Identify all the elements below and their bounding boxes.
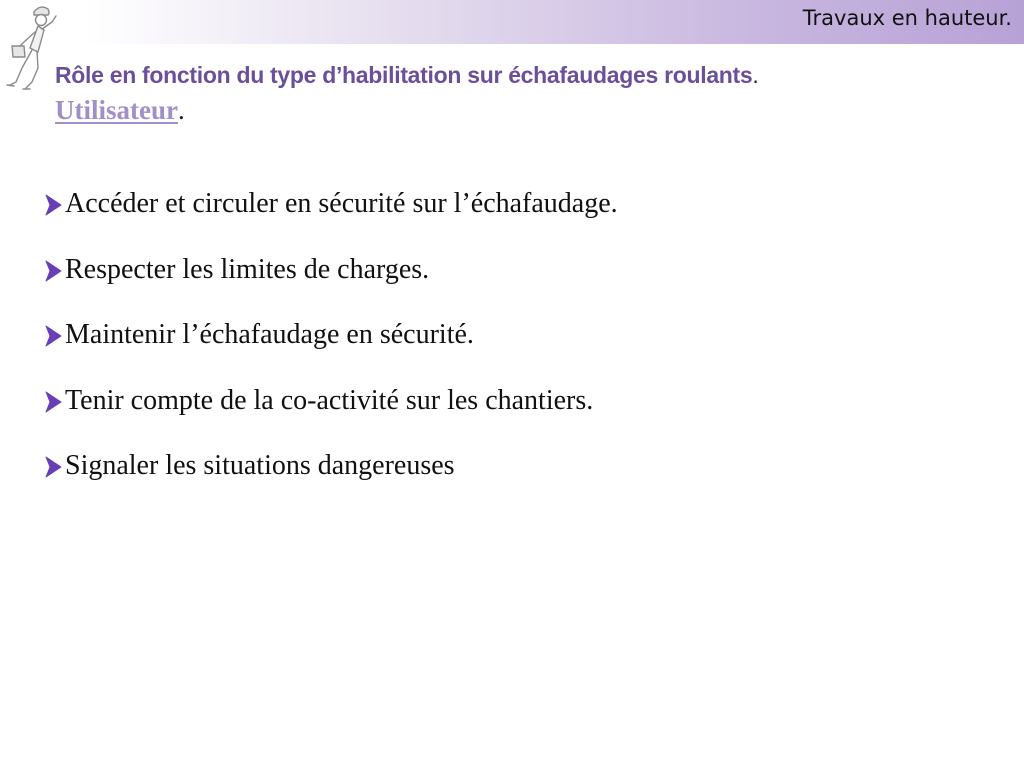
subtitle-period: . <box>177 95 185 125</box>
bullet-text: Accéder et circuler en sécurité sur l’échafaudage. <box>65 188 618 219</box>
bullet-text: Maintenir l’échafaudage en sécurité. <box>65 319 474 350</box>
bullet-item <box>42 446 618 512</box>
arrow-bullet-icon <box>42 446 64 486</box>
bullet-text: Respecter les limites de charges. <box>65 253 430 285</box>
bullet-item <box>42 250 618 316</box>
header-title: Travaux en hauteur. <box>802 6 1012 30</box>
bullet-item <box>42 381 618 447</box>
arrow-bullet-icon <box>42 250 64 290</box>
slide-title-period: . <box>752 62 759 88</box>
arrow-bullet-icon <box>42 184 64 224</box>
subtitle-row <box>55 95 185 126</box>
worker-figure-icon <box>4 2 60 94</box>
slide-title-text: Rôle en fonction du type d’habilitation sur échafaudages roulants <box>55 62 753 88</box>
bullet-item <box>42 315 618 381</box>
subtitle-link-utilisateur[interactable]: Utilisateur <box>55 95 178 125</box>
arrow-bullet-icon <box>42 315 64 355</box>
bullet-text: Tenir compte de la co-activité sur les chantiers. <box>65 384 594 416</box>
bullet-list <box>42 184 618 512</box>
slide-title <box>55 62 759 89</box>
bullet-item <box>42 184 618 250</box>
bullet-text: Signaler les situations dangereuses <box>65 450 455 481</box>
header-band <box>84 0 1024 44</box>
arrow-bullet-icon <box>42 381 64 421</box>
